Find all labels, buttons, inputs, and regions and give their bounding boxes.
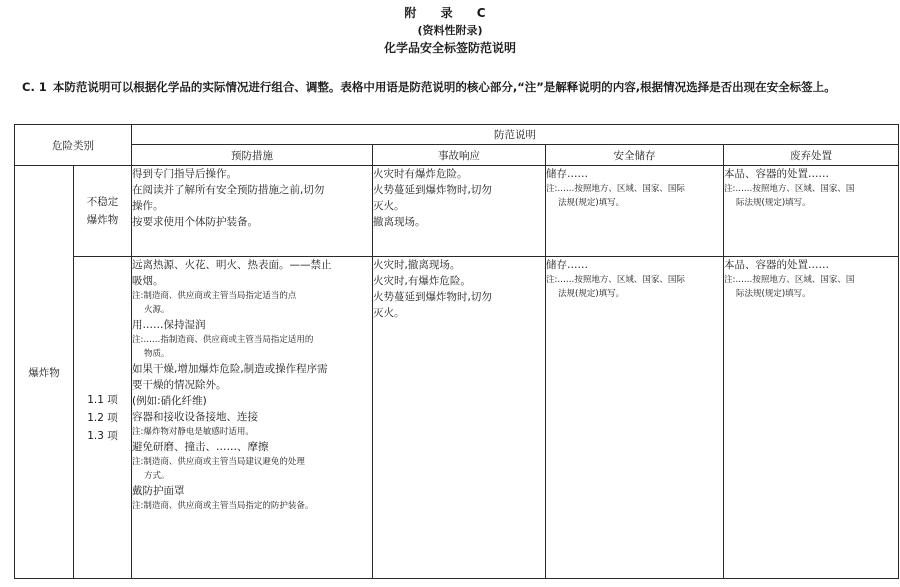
- header-disposal: 废弃处置: [724, 145, 899, 166]
- prevention-note: 火源。: [144, 305, 170, 315]
- storage-main: 储存……: [546, 168, 588, 180]
- disposal-cell: [724, 257, 899, 579]
- header-prevention: 预防措施: [132, 145, 373, 166]
- table-row: [15, 257, 899, 579]
- prevention-note: 注:制造商、供应商或主管当局指定适当的点: [132, 291, 297, 301]
- prevention-cell: [132, 166, 373, 257]
- prevention-line: 远离热源、火花、明火、热表面。——禁止: [132, 259, 332, 271]
- category-cell: 爆炸物: [15, 166, 74, 579]
- prevention-note: 注:制造商、供应商或主管当局建议避免的处理: [132, 457, 305, 467]
- prevention-note: 注:爆炸物对静电是敏感时适用。: [132, 427, 254, 437]
- prevention-note: 注:制造商、供应商或主管当局指定的防护装备。: [132, 501, 314, 511]
- subclass-line: 1.1 项: [87, 393, 118, 406]
- response-line: 灭火。: [373, 307, 405, 319]
- response-line: 火灾时,撤离现场。: [373, 259, 461, 271]
- header-hazard-category: 危险类别: [15, 125, 132, 166]
- disposal-main: 本品、容器的处置……: [724, 259, 829, 271]
- prevention-line: 用……保持湿润: [132, 319, 206, 331]
- subclass-line: 爆炸物: [86, 214, 119, 226]
- prevention-line: 容器和接收设备接地、连接: [132, 411, 258, 423]
- prevention-note: 注:……指制造商、供应商或主管当局指定适用的: [132, 335, 314, 345]
- precaution-table: [14, 124, 899, 579]
- storage-cell: [546, 257, 724, 579]
- disposal-note: 注:……按照地方、区域、国家、国: [724, 275, 855, 285]
- subclass-cell: [74, 166, 132, 257]
- response-cell: [373, 166, 546, 257]
- response-cell: [373, 257, 546, 579]
- response-line: 撤离现场。: [373, 216, 426, 228]
- prevention-note: 方式。: [144, 471, 170, 481]
- prevention-line: 要干燥的情况除外。: [132, 379, 227, 391]
- header-storage: 安全储存: [546, 145, 724, 166]
- table-row: [15, 166, 899, 257]
- prevention-line: 按要求使用个体防护装备。: [132, 216, 258, 228]
- storage-note: 注:……按照地方、区域、国家、国际: [546, 275, 685, 285]
- prevention-line: 如果干燥,增加爆炸危险,制造或操作程序需: [132, 363, 328, 375]
- storage-note: 法规(规定)填写。: [558, 198, 625, 208]
- appendix-title: 化学品安全标签防范说明: [383, 41, 516, 55]
- page-header: [0, 0, 900, 57]
- prevention-line: 操作。: [132, 200, 164, 212]
- subclass-line: 1.2 项: [87, 411, 118, 424]
- prevention-line: 避免研磨、撞击、……、摩擦: [132, 441, 269, 453]
- header-precaution: 防范说明: [132, 125, 899, 145]
- disposal-cell: [724, 166, 899, 257]
- appendix-nature: (资料性附录): [417, 24, 483, 37]
- disposal-note: 注:……按照地方、区域、国家、国: [724, 184, 855, 194]
- response-line: 灭火。: [373, 200, 405, 212]
- prevention-line: 得到专门指导后操作。: [132, 168, 237, 180]
- prevention-line: 在阅读并了解所有安全预防措施之前,切勿: [132, 184, 325, 196]
- intro-paragraph: [22, 79, 890, 95]
- prevention-line: 吸烟。: [132, 275, 164, 287]
- disposal-note: 际法规(规定)填写。: [736, 198, 811, 208]
- storage-cell: [546, 166, 724, 257]
- disposal-note: 际法规(规定)填写。: [736, 289, 811, 299]
- header-response: 事故响应: [373, 145, 546, 166]
- disposal-main: 本品、容器的处置……: [724, 168, 829, 180]
- response-line: 火灾时,有爆炸危险。: [373, 275, 471, 287]
- storage-note: 法规(规定)填写。: [558, 289, 625, 299]
- subclass-cell: [74, 257, 132, 579]
- prevention-cell: [132, 257, 373, 579]
- response-line: 火势蔓延到爆炸物时,切勿: [373, 184, 492, 196]
- storage-main: 储存……: [546, 259, 588, 271]
- subclass-line: 1.3 项: [87, 429, 118, 442]
- intro-text: 本防范说明可以根据化学品的实际情况进行组合、调整。表格中用语是防范说明的核心部分,“注”是解释说明的内容,根据情况选择是否出现在安全标签上。: [52, 80, 836, 94]
- subclass-line: 不稳定: [86, 196, 119, 208]
- response-line: 火势蔓延到爆炸物时,切勿: [373, 291, 492, 303]
- storage-note: 注:……按照地方、区域、国家、国际: [546, 184, 685, 194]
- prevention-note: 物质。: [144, 349, 170, 359]
- prevention-line: (例如:硝化纤维): [132, 395, 207, 407]
- prevention-line: 戴防护面罩: [132, 485, 185, 497]
- clause-number: C. 1: [22, 80, 47, 94]
- appendix-heading: 附 录 C: [404, 6, 496, 20]
- response-line: 火灾时有爆炸危险。: [373, 168, 468, 180]
